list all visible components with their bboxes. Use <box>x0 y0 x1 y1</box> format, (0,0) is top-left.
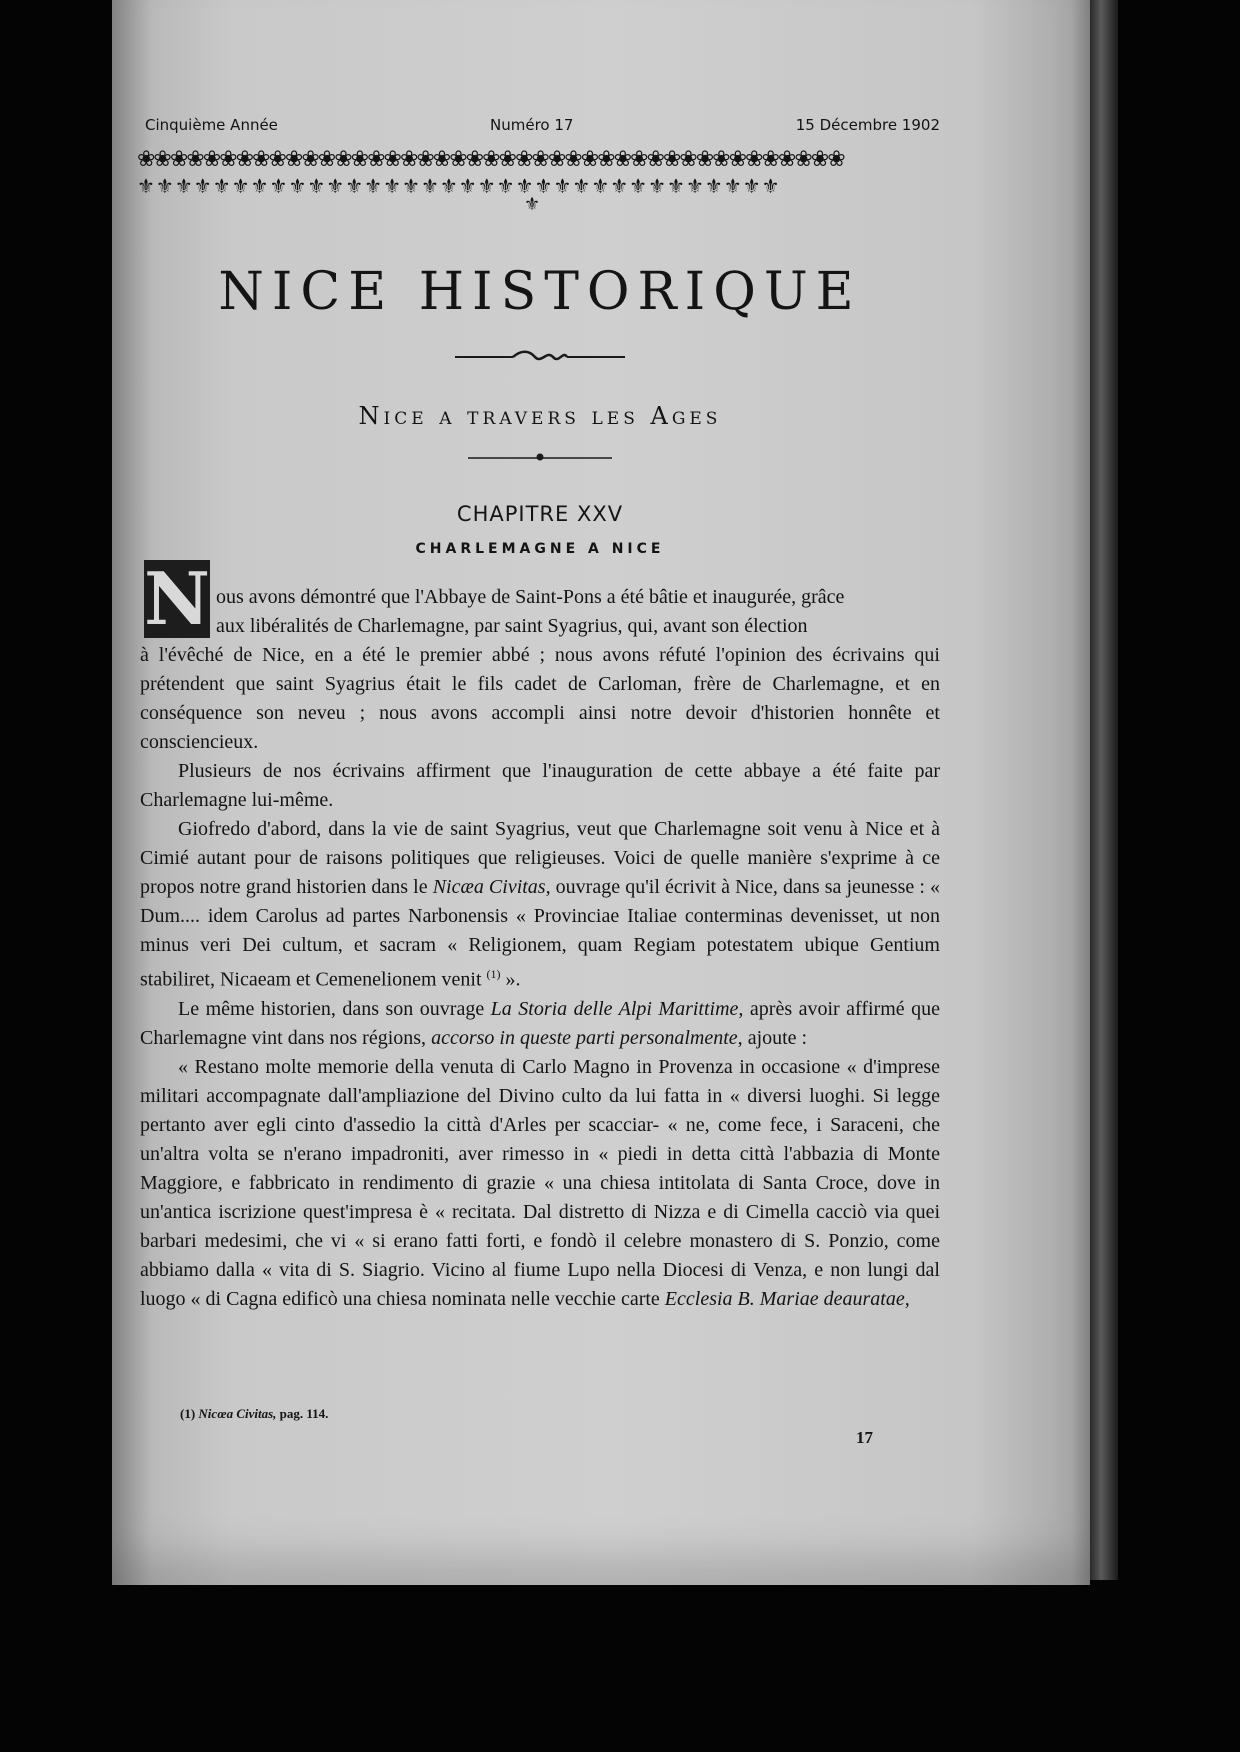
book-binding <box>1090 0 1118 1580</box>
title-divider-icon <box>455 350 625 364</box>
section-divider-icon <box>468 452 612 464</box>
header-issue: Numéro 17 <box>490 116 574 134</box>
article-body <box>140 583 940 1314</box>
paragraph <box>140 815 940 995</box>
running-header <box>140 116 940 140</box>
paragraph: à l'évêché de Nice, en a été le premier abbé ; nous avons réfuté l'opinion des écrivains qui prétendent que saint Syagrius était le fils cadet de Carloman, frère de Charlemagne, et en conséquence son neveu ; nous avons accompli ainsi notre devoir d'historien honnête et consciencieux. <box>140 644 940 753</box>
italic-title: La Storia delle Alpi Marittime, <box>490 997 744 1020</box>
text-run: ». <box>500 968 521 991</box>
header-date: 15 Décembre 1902 <box>795 116 940 134</box>
paragraph-line: ous avons démontré que l'Abbaye de Saint-Pons a été bâtie et inaugurée, grâce <box>216 586 845 608</box>
fleur-de-lis-drop-icon: ⚜ <box>524 194 541 215</box>
text-run: ouvrage qu'il écrivit à Nice, dans sa jeunesse : « Dum.... idem Carolus ad partes Narbonensis « Provinciae Italiae conterminas devenisset, ut non minus veri Dei cultum, et sacram « Religionem, quam Regiam potestatem ubique Gentium stabiliret, Nicaeam et Cemenelionem venit <box>140 876 940 991</box>
text-run: Giofredo d'abord, dans la vie de saint Syagrius, veut que Charlemagne soit venu à Nice et à Cimié autant pour de raisons politiques que religieuses. Voici de quelle manière s'exprime à ce propos notre grand historien dans le <box>140 818 940 898</box>
footnote-page: pag. 114. <box>276 1406 329 1421</box>
ornament-border-icon: ❀❀❀❀❀❀❀❀❀❀❀❀❀❀❀❀❀❀❀❀❀❀❀❀❀❀❀❀❀❀❀❀❀❀❀❀❀❀❀❀❀❀❀ <box>137 148 844 172</box>
text-run: après avoir affirmé que Charlemagne vint dans nos régions, <box>140 997 940 1049</box>
text-run: Le même historien, dans son ouvrage <box>178 997 491 1020</box>
chapter-subheading: CHARLEMAGNE A NICE <box>415 541 665 557</box>
paragraph <box>140 1053 940 1314</box>
footnote-marker: (1) <box>180 1406 196 1421</box>
footnote <box>180 1406 328 1422</box>
paragraph-line: aux libéralités de Charlemagne, par saint Syagrius, qui, avant son élection <box>216 615 808 637</box>
journal-title: NICE HISTORIQUE <box>218 262 862 322</box>
italic-latin: Ecclesia B. Mariae deauratae, <box>664 1287 910 1310</box>
article-title: Nice a travers les Ages <box>358 402 722 430</box>
page-number: 17 <box>856 1428 873 1447</box>
footnote-reference: (1) <box>486 967 501 981</box>
footnote-title: Nicœa Civitas, <box>198 1406 277 1421</box>
fleur-de-lis-border-icon: ⚜⚜⚜⚜⚜⚜⚜⚜⚜⚜⚜⚜⚜⚜⚜⚜⚜⚜⚜⚜⚜⚜⚜⚜⚜⚜⚜⚜⚜⚜⚜⚜⚜⚜ <box>137 174 781 198</box>
paragraph: Plusieurs de nos écrivains affirment que l'inauguration de cette abbaye a été faite par Charlemagne lui-même. <box>140 760 940 811</box>
text-run: ajoute : <box>742 1026 808 1049</box>
block-quote <box>140 1053 940 1314</box>
paragraph <box>140 995 940 1053</box>
drop-cap: N <box>144 556 210 641</box>
text-run: « Restano molte memorie della venuta di Carlo Magno in Provenza in occasione « d'imprese militari accompagnate dall'ampliazione del Divino culto da lui fatta in « diversi luoghi. Si legge pertanto aver egli cinto d'assedio la città d'Arles per scacciar- « ne, come fece, i Saraceni, che un'altra volta se n'erano impadroniti, aver rimesso in « piedi in detta città l'abbazia di Monte Maggiore, e fabbricato in rendimento di grazie « una chiesa intitolata di Santa Croce, dove in un'antica iscrizione quest'impresa è « recitata. Dal distretto di Nizza e di Cimella cacciò via quei barbari medesimi, che vi « si erano fatti forti, e fondò il celebre monastero di S. Ponzio, come abbiamo dalla « vita di S. Siagrio. Vicino al fiume Lupo nella Diocesi di Venza, e non lungi dal luogo « di Cagna edificò una chiesa nominata nelle vecchie carte <box>140 1055 940 1310</box>
header-year: Cinquième Année <box>145 116 278 134</box>
italic-title: Nicæa Civitas, <box>432 876 551 898</box>
italic-quote: accorso in queste parti personalmente, <box>431 1026 743 1049</box>
chapter-heading: CHAPITRE XXV <box>456 502 624 526</box>
